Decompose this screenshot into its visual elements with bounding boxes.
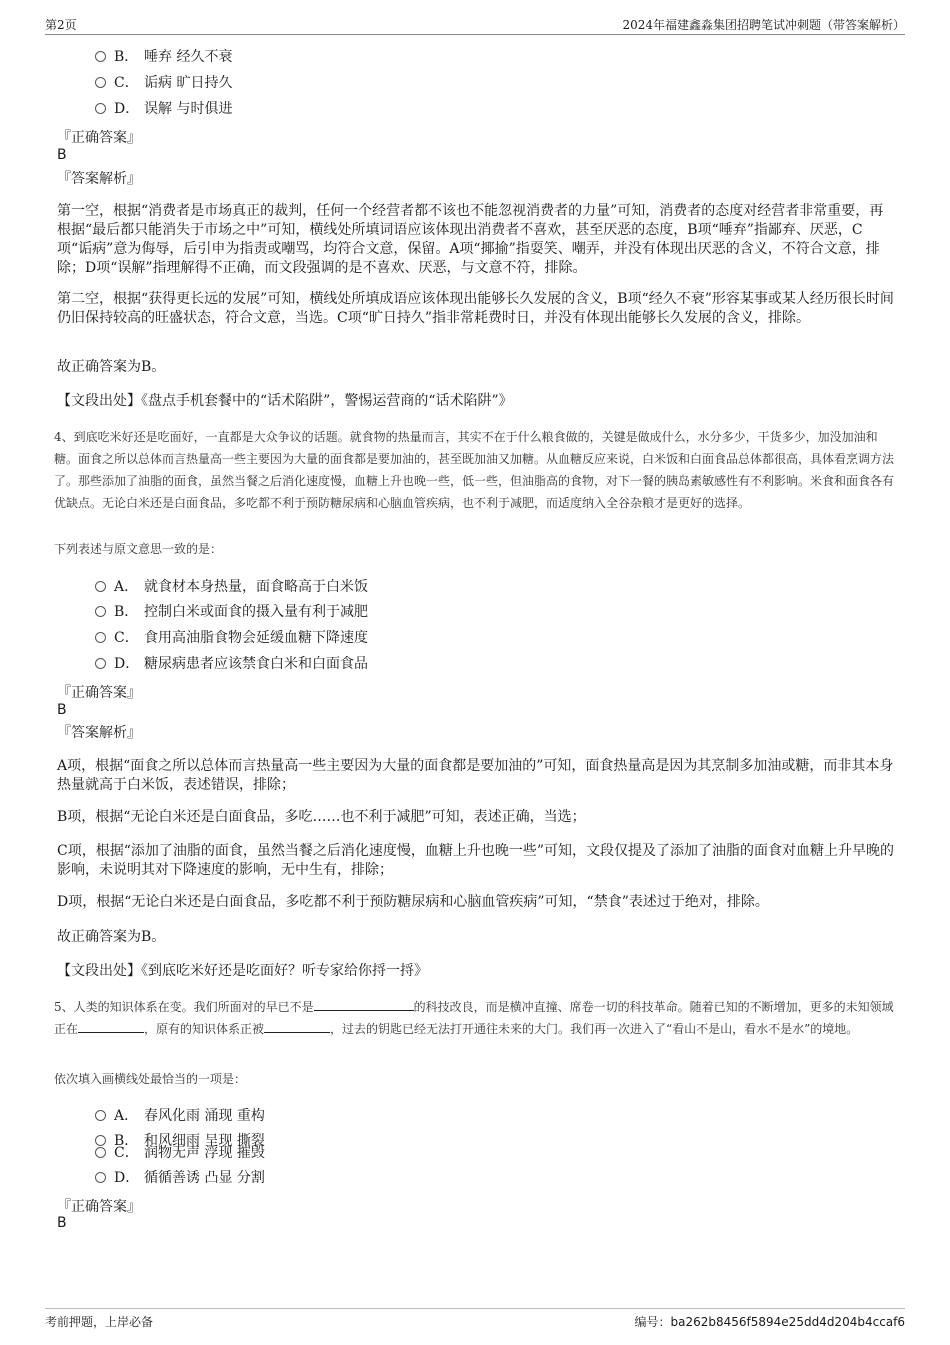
radio-icon[interactable] (95, 1147, 106, 1158)
q3-answer-label: 『正确答案』 (57, 130, 141, 146)
q4-analysis-label: 『答案解析』 (57, 725, 141, 741)
radio-icon[interactable] (95, 581, 106, 592)
document-code: 编号：ba262b8456f5894e25dd4d204b4ccaf6 (634, 1315, 905, 1329)
q5-option-c[interactable]: C． 润物无声 浮现 摧毁 (95, 1143, 265, 1163)
fill-blank-1[interactable] (314, 998, 414, 1011)
q3-conclusion: 故正确答案为B。 (57, 359, 166, 375)
radio-icon[interactable] (95, 1172, 106, 1183)
q4-option-c[interactable]: C． 食用高油脂食物会延缓血糖下降速度 (95, 628, 368, 648)
q4-answer-label: 『正确答案』 (57, 685, 141, 701)
q5-stem: 5、人类的知识体系在变。我们所面对的早已不是 的科技改良，而是横冲直撞、席卷一切的科技革命。随着已知的不断增加，更多的未知领域正在 ，原有的知识体系正被 ，过去的钥匙已经无法打开通往未来的大门。我们再一次进入了“看山不是山，看水不是水”的境地。 (54, 1000, 894, 1036)
radio-icon[interactable] (95, 606, 106, 617)
radio-icon[interactable] (95, 632, 106, 643)
page-header (45, 14, 905, 35)
q3-option-b[interactable]: B． 唾弃 经久不衰 (95, 47, 232, 67)
q3-analysis-para-1: 第一空，根据“消费者是市场真正的裁判，任何一个经营者都不该也不能忽视消费者的力量”可知，消费者的态度对经营者非常重要，再根据“最后都只能消失于市场之中”可知，横线处所填词语应该体现出消费者不喜欢，甚至厌恶的态度，B项“唾弃”指鄙弃、厌恶，C项“诟病”意为侮辱，后引申为指责或嘲骂，均符合文意，保留。A项“揶揄”指耍笑、嘲弄，并没有体现出厌恶的含义，不符合文意，排除；D项“误解”指理解得不正确，而文段强调的是不喜欢、厌恶，与文意不符，排除。 (57, 203, 884, 276)
q4-option-d[interactable]: D． 糖尿病患者应该禁食白米和白面食品 (95, 654, 368, 674)
q5-option-a[interactable]: A． 春风化雨 涌现 重构 (95, 1106, 265, 1126)
q5-prompt: 依次填入画横线处最恰当的一项是： (54, 1072, 247, 1086)
q3-answer: B (57, 147, 67, 163)
q4-source: 【文段出处】《到底吃米好还是吃面好？听专家给你捋一捋》 (57, 963, 428, 979)
document-title: 2024年福建鑫淼集团招聘笔试冲刺题（带答案解析） (622, 18, 905, 32)
footer-slogan: 考前押题，上岸必备 (45, 1315, 154, 1329)
q3-source: 【文段出处】《盘点手机套餐中的“话术陷阱”，警惕运营商的“话术陷阱”》 (57, 393, 513, 409)
radio-icon[interactable] (95, 103, 106, 114)
q4-analysis-a: A项，根据“面食之所以总体而言热量高一些主要因为大量的面食都是要加油的”可知，面食热量高是因为其烹制多加油或糖，而非其本身热量就高于白米饭，表述错误，排除； (57, 758, 894, 793)
q3-analysis-para-2: 第二空，根据“获得更长远的发展”可知，横线处所填成语应该体现出能够长久发展的含义，B项“经久不衰”形容某事或某人经历很长时间仍旧保持较高的旺盛状态，符合文意，当选。C项“旷日持久”指非常耗费时日，并没有体现出能够长久发展的含义，排除。 (57, 291, 894, 326)
q4-analysis-b: B项，根据“无论白米还是白面食品，多吃……也不利于减肥”可知，表述正确，当选； (57, 809, 586, 825)
q4-answer: B (57, 702, 67, 718)
page-footer (45, 1308, 905, 1327)
page-number: 第2页 (45, 18, 77, 32)
radio-icon[interactable] (95, 658, 106, 669)
q5-answer: B (57, 1215, 67, 1231)
q4-conclusion: 故正确答案为B。 (57, 929, 166, 945)
radio-icon[interactable] (95, 77, 106, 88)
q4-analysis-d: D项，根据“无论白米还是白面食品，多吃都不利于预防糖尿病和心脑血管疾病”可知，“禁食”表述过于绝对，排除。 (57, 894, 769, 910)
q3-option-c[interactable]: C． 诟病 旷日持久 (95, 73, 232, 93)
q5-option-d[interactable]: D． 循循善诱 凸显 分割 (95, 1168, 265, 1188)
radio-icon[interactable] (95, 1110, 106, 1121)
radio-icon[interactable] (95, 51, 106, 62)
q5-option-b[interactable]: B． 和风细雨 呈现 撕裂 (95, 1131, 265, 1151)
q4-option-b[interactable]: B． 控制白米或面食的摄入量有利于减肥 (95, 602, 368, 622)
q4-prompt: 下列表述与原文意思一致的是： (54, 542, 223, 556)
fill-blank-2[interactable] (78, 1020, 144, 1033)
q5-answer-label: 『正确答案』 (57, 1199, 141, 1215)
q3-option-d[interactable]: D． 误解 与时俱进 (95, 99, 232, 119)
q4-stem: 4、到底吃米好还是吃面好，一直都是大众争议的话题。就食物的热量而言，其实不在于什么粮食做的，关键是做成什么，水分多少，干货多少，加没加油和糖。面食之所以总体而言热量高一些主要因为大量的面食都是要加油的，甚至既加油又加糖。从血糖反应来说，白米饭和白面食品总体都很高，具体看烹调方法了。那些添加了油脂的面食，虽然当餐之后消化速度慢，血糖上升也晚一些，低一些，但油脂高的食物，对下一餐的胰岛素敏感性有不利影响。米食和面食各有优缺点。无论白米还是白面食品，多吃都不利于预防糖尿病和心脑血管疾病，也不利于减肥，而适度纳入全谷杂粮才是更好的选择。 (54, 430, 895, 510)
q4-option-a[interactable]: A． 就食材本身热量，面食略高于白米饭 (95, 577, 368, 597)
q4-analysis-c: C项，根据“添加了油脂的面食，虽然当餐之后消化速度慢，血糖上升也晚一些”可知，文段仅提及了添加了油脂的面食对血糖上升早晚的影响，未说明其对下降速度的影响，无中生有，排除； (57, 843, 895, 878)
q3-analysis-label: 『答案解析』 (57, 171, 141, 187)
fill-blank-3[interactable] (264, 1020, 330, 1033)
